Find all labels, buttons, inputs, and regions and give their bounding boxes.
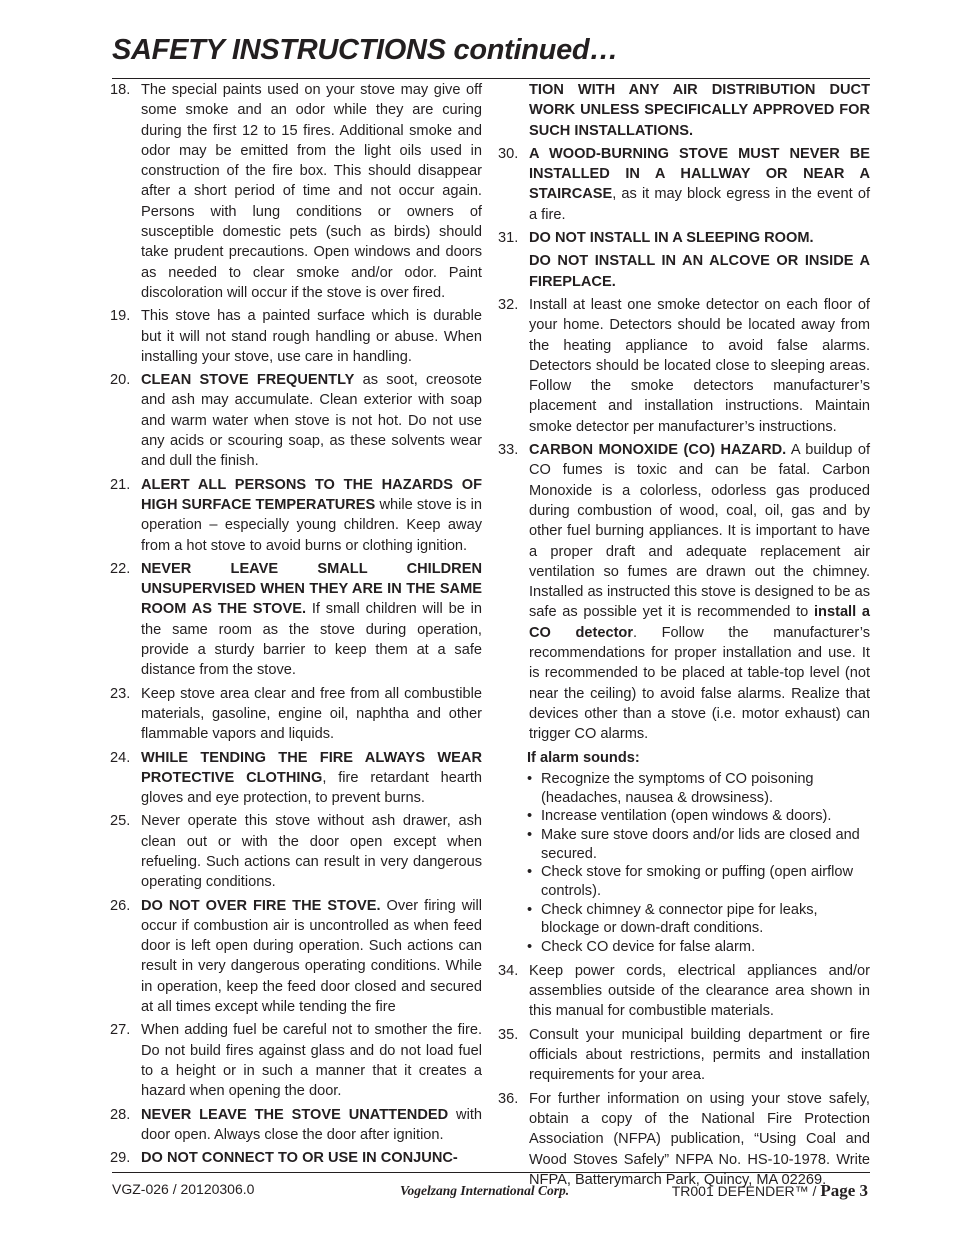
item-emphasis: CARBON MONOXIDE (CO) HAZARD.: [529, 442, 787, 459]
item-emphasis: A WOOD-BURNING STOVE MUST NEVER BE INSTALLED IN A HALLWAY OR NEAR A STAIRCASE: [529, 145, 870, 203]
item-number: 28.: [110, 1106, 131, 1123]
item-number: 31.: [498, 230, 519, 247]
page-number: Page 3: [820, 1181, 868, 1200]
list-item: • Recognize the symptoms of CO poisoning (headaches, nausea & drowsiness).: [527, 770, 870, 807]
instruction-32: [498, 295, 870, 437]
item-emphasis: install a CO detector: [529, 604, 870, 641]
item-emphasis: DO NOT CONNECT TO OR USE IN CONJUNC-: [141, 1150, 458, 1167]
item-number: 30.: [498, 145, 519, 162]
item-number: 20.: [110, 372, 131, 389]
item-emphasis: WHILE TENDING THE FIRE ALWAYS WEAR PROTECTIVE CLOTHING: [141, 749, 482, 786]
instruction-33: [498, 440, 870, 744]
list-item: • Check stove for smoking or puffing (open airflow controls).: [527, 863, 870, 900]
instruction-22: [110, 559, 482, 681]
item-text: . Follow the manufacturer’s recommendations for proper installation and use. It is recommended to be placed at table-top level (not near the ceiling) to avoid false alarms. Realize that devices other than a stove (i.e. motor exhaust) can trigger CO alarms.: [529, 624, 870, 743]
item-number: 26.: [110, 897, 131, 914]
product-name: TR001 DEFENDER™ /: [671, 1183, 821, 1199]
item-emphasis: CLEAN STOVE FREQUENTLY: [141, 372, 355, 389]
instruction-19: [110, 306, 482, 367]
item-text: , fire retardant hearth gloves and eye protection, to prevent burns.: [141, 769, 482, 807]
item-number: 35.: [498, 1026, 519, 1043]
item-emphasis: DO NOT INSTALL IN AN ALCOVE OR INSIDE A FIREPLACE.: [529, 253, 870, 290]
page-title: SAFETY INSTRUCTIONS continued…: [112, 34, 619, 66]
item-number: 33.: [498, 442, 519, 459]
item-number: 22.: [110, 560, 131, 577]
instruction-27: [110, 1020, 482, 1101]
alarm-list: [498, 770, 870, 957]
instruction-29-continued: TION WITH ANY AIR DISTRIBUTION DUCT WORK UNLESS SPECIFICALLY APPROVED FOR SUCH INSTALLATIONS.: [529, 82, 870, 139]
item-number: 36.: [498, 1090, 519, 1107]
item-number: 34.: [498, 962, 519, 979]
instruction-23: [110, 684, 482, 745]
item-text: If small children will be in the same room as the stove during operation, provide a sturdy barrier to keep them at a safe distance from the stove.: [141, 601, 482, 679]
instruction-24: [110, 748, 482, 809]
list-item: • Check chimney & connector pipe for leaks, blockage or down-draft conditions.: [527, 901, 870, 938]
list-item: • Increase ventilation (open windows & doors).: [527, 807, 870, 826]
instruction-36: [498, 1089, 870, 1190]
instruction-30: [498, 144, 870, 225]
instruction-29: [110, 1148, 482, 1168]
instruction-35: [498, 1025, 870, 1086]
item-number: 19.: [110, 308, 131, 325]
item-emphasis: DO NOT INSTALL IN A SLEEPING ROOM.: [529, 230, 814, 247]
item-number: 27.: [110, 1022, 131, 1039]
item-text: A buildup of CO fumes is toxic and can be fatal. Carbon Monoxide is a colorless, odorless gas produced during combustion of wood, coal, oil, gas and by other fuel burning appliances. It is important to have a proper draft and adequate replacement air ventilation so fumes are drawn out the chimney. Installed as instructed this stove is designed to be as safe as possible yet it is recommended to: [529, 442, 871, 621]
item-emphasis: NEVER LEAVE SMALL CHILDREN UNSUPERVISED WHEN THEY ARE IN THE SAME ROOM AS THE STOVE.: [141, 560, 482, 618]
item-text: Keep stove area clear and free from all combustible materials, gasoline, engine oil, naphtha and other flammable vapors and liquids.: [141, 685, 482, 743]
right-column: [498, 80, 870, 1193]
item-text: Keep power cords, electrical appliances and/or assemblies outside of the clearance area shown in this manual for combustible materials.: [529, 962, 870, 1020]
item-number: 32.: [498, 296, 519, 313]
instruction-25: [110, 811, 482, 892]
item-emphasis: DO NOT OVER FIRE THE STOVE.: [141, 897, 381, 914]
instruction-20: [110, 370, 482, 471]
item-text: as soot, creosote and ash may accumulate. Clean exterior with soap and warm water when stove is not hot. Do not use any acids or scouring soap, as these solvents wear and dull the finish.: [141, 372, 482, 470]
item-text: Over firing will occur if combustion air is uncontrolled as when feed door is left open during operation. Such actions can result in very dangerous operating conditions. While in operation, keep the feed door closed and secured at all times except while tending the fire: [141, 897, 483, 1016]
instruction-21: [110, 475, 482, 556]
footer-rule: [112, 1172, 870, 1173]
item-number: 18.: [110, 82, 131, 98]
left-column: [110, 80, 482, 1171]
instruction-34: [498, 961, 870, 1022]
instruction-28: [110, 1105, 482, 1146]
footer-product: [672, 1181, 868, 1201]
item-text: Consult your municipal building department or fire officials about restrictions, permits and installation requirements for your area.: [529, 1026, 870, 1084]
item-number: 23.: [110, 685, 131, 702]
instruction-18: [110, 80, 482, 303]
alarm-heading: If alarm sounds:: [527, 749, 640, 766]
item-text: Never operate this stove without ash drawer, ash clean out or with the door open except when refueling. Such actions can result in very dangerous operating conditions.: [141, 813, 482, 891]
item-number: 24.: [110, 749, 131, 766]
instruction-26: [110, 896, 482, 1018]
instruction-31: [498, 228, 870, 292]
item-text: This stove has a painted surface which is durable but it will not stand rough handling or abuse. When installing your stove, use care in handling.: [141, 308, 482, 365]
item-text: while stove is in operation – especially young children. Keep away from a hot stove to avoid burns or clothing ignition.: [141, 496, 482, 554]
list-item: • Check CO device for false alarm.: [527, 938, 870, 957]
item-emphasis: NEVER LEAVE THE STOVE UNATTENDED: [141, 1106, 449, 1123]
list-item: • Make sure stove doors and/or lids are closed and secured.: [527, 826, 870, 863]
header-rule: [112, 78, 870, 79]
item-text: For further information on using your stove safely, obtain a copy of the National Fire Protection Association (NFPA) publication, “Using Coal and Wood Stoves Safely” NFPA No. HS-10-1978. Write NFPA, Batterymarch Park, Quincy, MA 02269.: [529, 1090, 870, 1188]
document-id: VGZ-026 / 20120306.0: [112, 1181, 255, 1197]
item-text: , as it may block egress in the event of a fire.: [529, 186, 870, 223]
item-text: Install at least one smoke detector on each floor of your home. Detectors should be located away from the heating appliance to avoid false alarms. Detectors should be located close to sleeping areas. Follow the smoke detectors manufacturer’s placement and installation instructions. Maintain smoke detector per manufacturer’s instructions.: [529, 296, 870, 435]
item-text: When adding fuel be careful not to smother the fire. Do not build fires against glass and do not load fuel to a height or in such a manner that it creates a hazard when opening the door.: [141, 1022, 482, 1100]
item-emphasis: ALERT ALL PERSONS TO THE HAZARDS OF HIGH SURFACE TEMPERATURES: [141, 476, 482, 513]
item-number: 25.: [110, 813, 131, 830]
item-text: with door open. Always close the door after ignition.: [141, 1106, 482, 1143]
item-number: 21.: [110, 476, 131, 493]
item-text: The special paints used on your stove may give off some smoke and an odor while they are curing during the first 12 to 15 fires. Additional smoke and odor may be emitted from the light oils used in construction of the fire box. This should disappear after a short period of time and not occur again. Persons with lung conditions or owners of susceptible domestic pets (such as birds) should take prudent precautions. Open windows and doors as needed to clear smoke and/or odor. Paint discoloration will occur if the stove is over fired.: [141, 82, 482, 301]
item-number: 29.: [110, 1150, 131, 1167]
company-name: Vogelzang International Corp.: [400, 1183, 570, 1198]
